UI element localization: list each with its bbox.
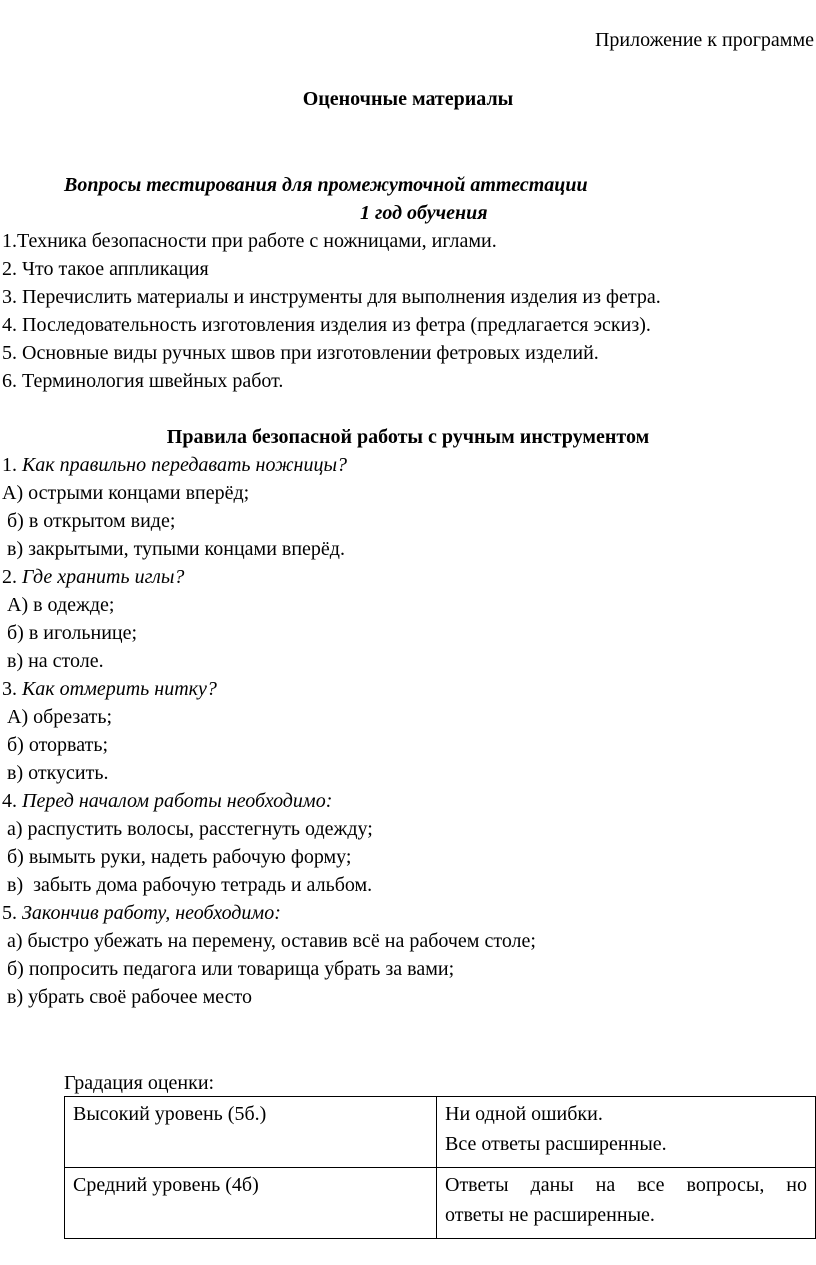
question-item: 1.Техника безопасности при работе с ножницами, иглами. [2, 230, 497, 252]
rule-answer: в) на столе. [2, 650, 104, 672]
level-cell: Высокий уровень (5б.) [65, 1097, 437, 1168]
rule-number: 4. [2, 790, 17, 812]
question-item: 2. Что такое аппликация [2, 258, 209, 280]
question-item: 6. Терминология швейных работ. [2, 370, 284, 392]
rule-answer: в) забыть дома рабочую тетрадь и альбом. [2, 874, 373, 896]
rule-question [2, 451, 536, 479]
rule-answer: в) откусить. [2, 762, 109, 784]
document-title: Оценочные материалы [302, 88, 514, 110]
rule-number: 1. [2, 454, 17, 476]
rule-question [2, 563, 536, 591]
question-item: 5. Основные виды ручных швов при изготовлении фетровых изделий. [2, 342, 599, 364]
level-cell: Средний уровень (4б) [65, 1168, 437, 1239]
criteria-cell [437, 1168, 816, 1239]
rule-answer: А) обрезать; [2, 706, 113, 728]
rule-number: 5. [2, 902, 17, 924]
appendix-label: Приложение к программе [594, 29, 814, 51]
criteria-line: Ни одной ошибки. [445, 1103, 603, 1125]
rule-answer: А) острыми концами вперёд; [2, 482, 250, 504]
rule-answer: а) распустить волосы, расстегнуть одежду; [2, 818, 373, 840]
rules-title: Правила безопасной работы с ручным инструментом [166, 426, 650, 448]
question-item: 4. Последовательность изготовления изделия из фетра (предлагается эскиз). [2, 314, 651, 336]
rule-answer: б) оторвать; [2, 734, 109, 756]
criteria-line: ответы не расширенные. [445, 1204, 655, 1226]
test-subtitle: Вопросы тестирования для промежуточной аттестации [64, 174, 588, 196]
rule-question [2, 787, 536, 815]
grading-label: Градация оценки: [64, 1072, 215, 1094]
rule-question-text: Закончив работу, необходимо: [22, 902, 281, 924]
rule-question-text: Где хранить иглы? [22, 566, 185, 588]
rule-question-text: Перед началом работы необходимо: [22, 790, 333, 812]
question-list [2, 227, 661, 395]
rule-answer: б) в игольнице; [2, 622, 138, 644]
rule-answer: в) убрать своё рабочее место [2, 986, 253, 1008]
rule-number: 3. [2, 678, 17, 700]
rules-list [2, 451, 536, 1011]
rule-question [2, 675, 536, 703]
rule-question [2, 899, 536, 927]
question-item: 3. Перечислить материалы и инструменты для выполнения изделия из фетра. [2, 286, 661, 308]
rule-answer: б) попросить педагога или товарища убрать за вами; [2, 958, 455, 980]
table-row [65, 1168, 816, 1239]
rule-answer: А) в одежде; [2, 594, 115, 616]
table-row [65, 1097, 816, 1168]
criteria-line: Ответы даны на все вопросы, но [445, 1174, 807, 1196]
criteria-line: Все ответы расширенные. [445, 1133, 667, 1155]
grading-table [64, 1096, 816, 1239]
criteria-cell [437, 1097, 816, 1168]
rule-question-text: Как правильно передавать ножницы? [22, 454, 348, 476]
rule-answer: б) в открытом виде; [2, 510, 176, 532]
rule-answer: в) закрытыми, тупыми концами вперёд. [2, 538, 345, 560]
rule-answer: б) вымыть руки, надеть рабочую форму; [2, 846, 352, 868]
rule-answer: а) быстро убежать на перемену, оставив всё на рабочем столе; [2, 930, 536, 952]
rule-question-text: Как отмерить нитку? [22, 678, 217, 700]
study-year: 1 год обучения [360, 202, 488, 224]
rule-number: 2. [2, 566, 17, 588]
